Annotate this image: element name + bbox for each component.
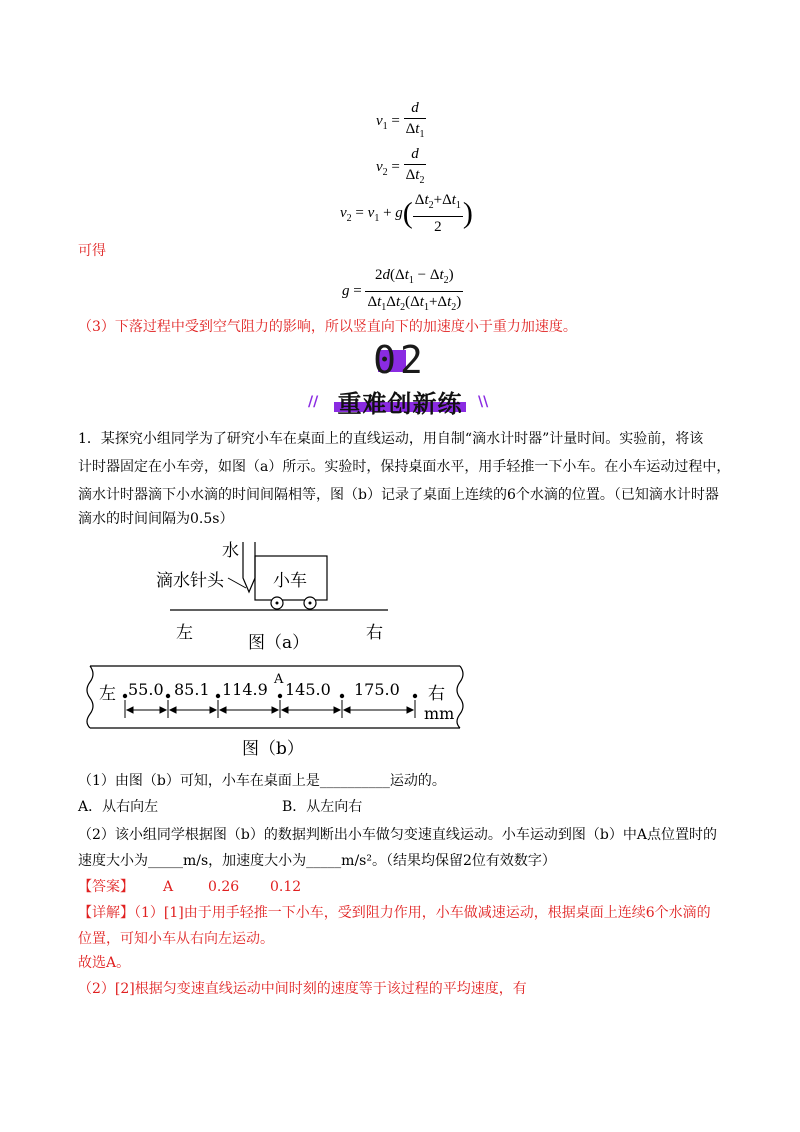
section-header [300,340,500,420]
drop-2 [166,694,170,698]
question-line-4: 滴水的时间间隔为0.5s） [78,511,234,527]
answer-value-1: A [163,879,174,895]
option-a: A．从右向左 [78,799,159,815]
answer-value-3: 0.12 [270,879,302,895]
label-right-b: 右 [428,684,445,704]
question-line-1: 1．某探究小组同学为了研究小车在桌面上的直线运动，用自制“滴水计时器”计量时间。实验前，将该 [78,431,704,447]
question-line-3: 滴水计时器滴下小水滴的时间间隔相等，图（b）记录了桌面上连续的6个水滴的位置。（已知滴水计时器 [78,487,719,503]
answer-label: 【答案】 [78,879,134,895]
drop-4 [278,694,282,698]
sub-question-2-line-1: （2）该小组同学根据图（b）的数据判断出小车做匀变速直线运动。小车运动到图（b）中A点位置时的 [78,827,717,843]
equation-g: g = $\frac{2d(\Delta t_1 - \Delta t_2)}{\Delta t_1\Delta t_2(\Delta t_1+\Delta t_2)}$ [342,267,462,313]
section-title: 重难创新练 [337,390,463,418]
unit-mm: mm [424,704,455,723]
detail-line-4: （2）[2]根据匀变速直线运动中间时刻的速度等于该过程的平均速度，有 [78,981,527,997]
label-left-b: 左 [99,684,116,704]
section-deco-left: // [308,394,319,410]
drop-5 [340,694,344,698]
sub-question-1: （1）由图（b）可知，小车在桌面上是__________运动的。 [78,773,446,789]
detail-line-1 [78,900,711,926]
detail-label: 【详解】 [78,905,134,921]
wavy-left-edge [87,666,93,728]
label-water: 水 [222,541,239,561]
label-car: 小车 [273,571,307,591]
distance-5: 175.0 [354,680,400,699]
distance-4: 145.0 [285,680,331,699]
section-deco-right: \\ [478,394,489,410]
question-line-2: 计时器固定在小车旁，如图（a）所示。实验时，保持桌面水平，用手轻推一下小车。在小车运动过程中， [78,459,731,475]
drop-6 [413,694,417,698]
dropper-tube [243,542,255,592]
option-b: B．从左向右 [282,799,363,815]
distance-2: 85.1 [174,680,210,699]
detail-line-3: 故选A。 [78,955,131,971]
then-text: 可得 [78,243,106,259]
reason-text: （3）下落过程中受到空气阻力的影响，所以竖直向下的加速度小于重力加速度。 [78,319,577,335]
answer-value-2: 0.26 [208,879,240,895]
section-number: 02 [373,338,427,382]
equation-v2: $v_2$ = $\frac{d}{\Delta t_2}$ [376,146,425,186]
label-nozzle: 滴水针头 [156,571,224,591]
detail-line-1-text: （1）[1]由于用手轻推一下小车，受到阻力作用，小车做减速运动，根据桌面上连续6个水滴的 [134,905,711,921]
drop-3 [216,694,220,698]
detail-line-2: 位置，可知小车从右向左运动。 [78,931,274,947]
wavy-right-edge [457,666,463,728]
caption-a: 图（a） [248,633,310,653]
drop-1 [123,694,127,698]
equation-v1: $v_1$ = $\frac{d}{\Delta t_1}$ [376,100,425,140]
sub-question-2-line-2: 速度大小为_____m/s，加速度大小为_____m/s²。（结果均保留2位有效数字） [78,853,556,869]
caption-b: 图（b） [242,739,304,759]
distance-1: 55.0 [128,680,164,699]
marker-a: A [274,672,284,687]
label-right-a: 右 [366,623,383,643]
label-left-a: 左 [176,623,193,643]
equation-v2-relation: $v_2 = v_1 + g$( $\frac{\Delta t_2+\Delta t_1}{2}$ ) [340,192,473,235]
distance-3: 114.9 [222,680,268,699]
